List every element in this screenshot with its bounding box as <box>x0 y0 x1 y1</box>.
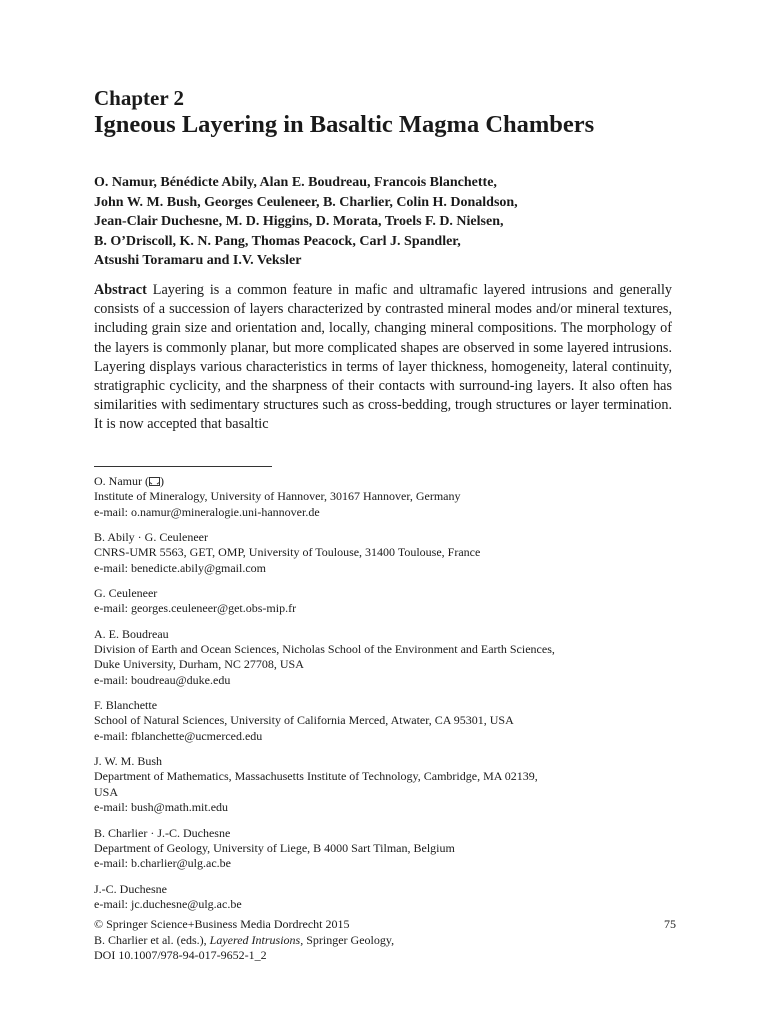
copyright-line: © Springer Science+Business Media Dordrecht 2015 <box>94 917 350 931</box>
affiliation-blanchette <box>94 698 684 744</box>
envelope-icon[interactable] <box>149 477 160 486</box>
affiliation-name: F. Blanchette <box>94 698 158 713</box>
affiliation-email[interactable]: e-mail: benedicte.abily@gmail.com <box>94 560 266 575</box>
abstract-text: Layering is a common feature in mafic and ultramafic layered intrusions and generally consists of a succession of layers characterized by contrasted mineral modes and/or mineral textures, including grain size and orientation and, locally, changing mineral compositions. The morphology of the layers is commonly planar, but more complicated shapes are observed in some layered intrusions. Layering displays various characteristics in terms of layer thickness, homogeneity, lateral continuity, stratigraphic cyclicity, and the sharpness of their contacts with surround-ing layers. It also often has similarities with sedimentary structures such as cross-bedding, trough structures or layer termination. It is now accepted that basaltic <box>94 282 672 433</box>
author-line: John W. M. Bush, Georges Ceuleneer, B. Charlier, Colin H. Donaldson, <box>94 194 518 210</box>
affiliation-name: B. Abily · G. Ceuleneer <box>94 530 208 545</box>
author-line: Atsushi Toramaru and I.V. Veksler <box>94 253 302 268</box>
affiliation-address: Duke University, Durham, NC 27708, USA <box>94 657 304 672</box>
affiliation-email[interactable]: e-mail: bush@math.mit.edu <box>94 800 229 815</box>
affiliation-boudreau <box>94 627 684 689</box>
affiliation-email[interactable]: e-mail: fblanchette@ucmerced.edu <box>94 728 263 743</box>
abstract <box>94 281 672 435</box>
affiliation-name: O. Namur ( ) <box>94 474 164 488</box>
affiliation-address: Department of Mathematics, Massachusetts Institute of Technology, Cambridge, MA 02139, <box>94 769 538 784</box>
affiliation-name: B. Charlier · J.-C. Duchesne <box>94 825 231 840</box>
author-line: B. O’Driscoll, K. N. Pang, Thomas Peacock, Carl J. Spandler, <box>94 233 461 249</box>
affiliation-email[interactable]: e-mail: o.namur@mineralogie.uni-hannover.de <box>94 504 320 519</box>
doi-line[interactable]: DOI 10.1007/978-94-017-9652-1_2 <box>94 948 267 963</box>
book-title: Layered Intrusions, <box>209 932 304 947</box>
affiliation-address: School of Natural Sciences, University of California Merced, Atwater, CA 95301, USA <box>94 713 514 728</box>
affiliations <box>94 474 684 922</box>
affiliation-bush <box>94 754 684 816</box>
page-number: 75 <box>664 917 676 931</box>
footnote-divider <box>94 466 272 467</box>
affiliation-email[interactable]: e-mail: boudreau@duke.edu <box>94 672 231 687</box>
affiliation-email[interactable]: e-mail: b.charlier@ulg.ac.be <box>94 856 231 871</box>
page-footer <box>94 917 676 964</box>
affiliation-duchesne <box>94 882 684 913</box>
chapter-title: Igneous Layering in Basaltic Magma Chambers <box>94 111 595 138</box>
chapter-label: Chapter 2 <box>94 86 185 110</box>
affiliation-address: USA <box>94 784 119 799</box>
affiliation-name: A. E. Boudreau <box>94 626 169 641</box>
affiliation-email[interactable]: e-mail: jc.duchesne@ulg.ac.be <box>94 896 242 911</box>
affiliation-address: Division of Earth and Ocean Sciences, Nicholas School of the Environment and Earth Sciences, <box>94 642 555 657</box>
abstract-label: Abstract <box>94 282 147 298</box>
author-line: O. Namur, Bénédicte Abily, Alan E. Boudreau, Francois Blanchette, <box>94 175 497 190</box>
author-list <box>94 173 694 271</box>
affiliation-ceuleneer <box>94 586 684 617</box>
citation-line: B. Charlier et al. (eds.), Layered Intrusions, Springer Geology, <box>94 932 395 947</box>
affiliation-email[interactable]: e-mail: georges.ceuleneer@get.obs-mip.fr <box>94 601 297 616</box>
affiliation-abily-ceuleneer <box>94 530 684 576</box>
affiliation-namur <box>94 474 684 520</box>
affiliation-address: Institute of Mineralogy, University of Hannover, 30167 Hannover, Germany <box>94 489 461 504</box>
affiliation-name: G. Ceuleneer <box>94 586 158 601</box>
affiliation-address: CNRS-UMR 5563, GET, OMP, University of Toulouse, 31400 Toulouse, France <box>94 545 481 560</box>
affiliation-name: J. W. M. Bush <box>94 754 163 769</box>
affiliation-charlier-duchesne <box>94 826 684 872</box>
author-line: Jean-Clair Duchesne, M. D. Higgins, D. Morata, Troels F. D. Nielsen, <box>94 214 504 229</box>
affiliation-address: Department of Geology, University of Liege, B 4000 Sart Tilman, Belgium <box>94 840 455 855</box>
affiliation-name: J.-C. Duchesne <box>94 881 167 896</box>
